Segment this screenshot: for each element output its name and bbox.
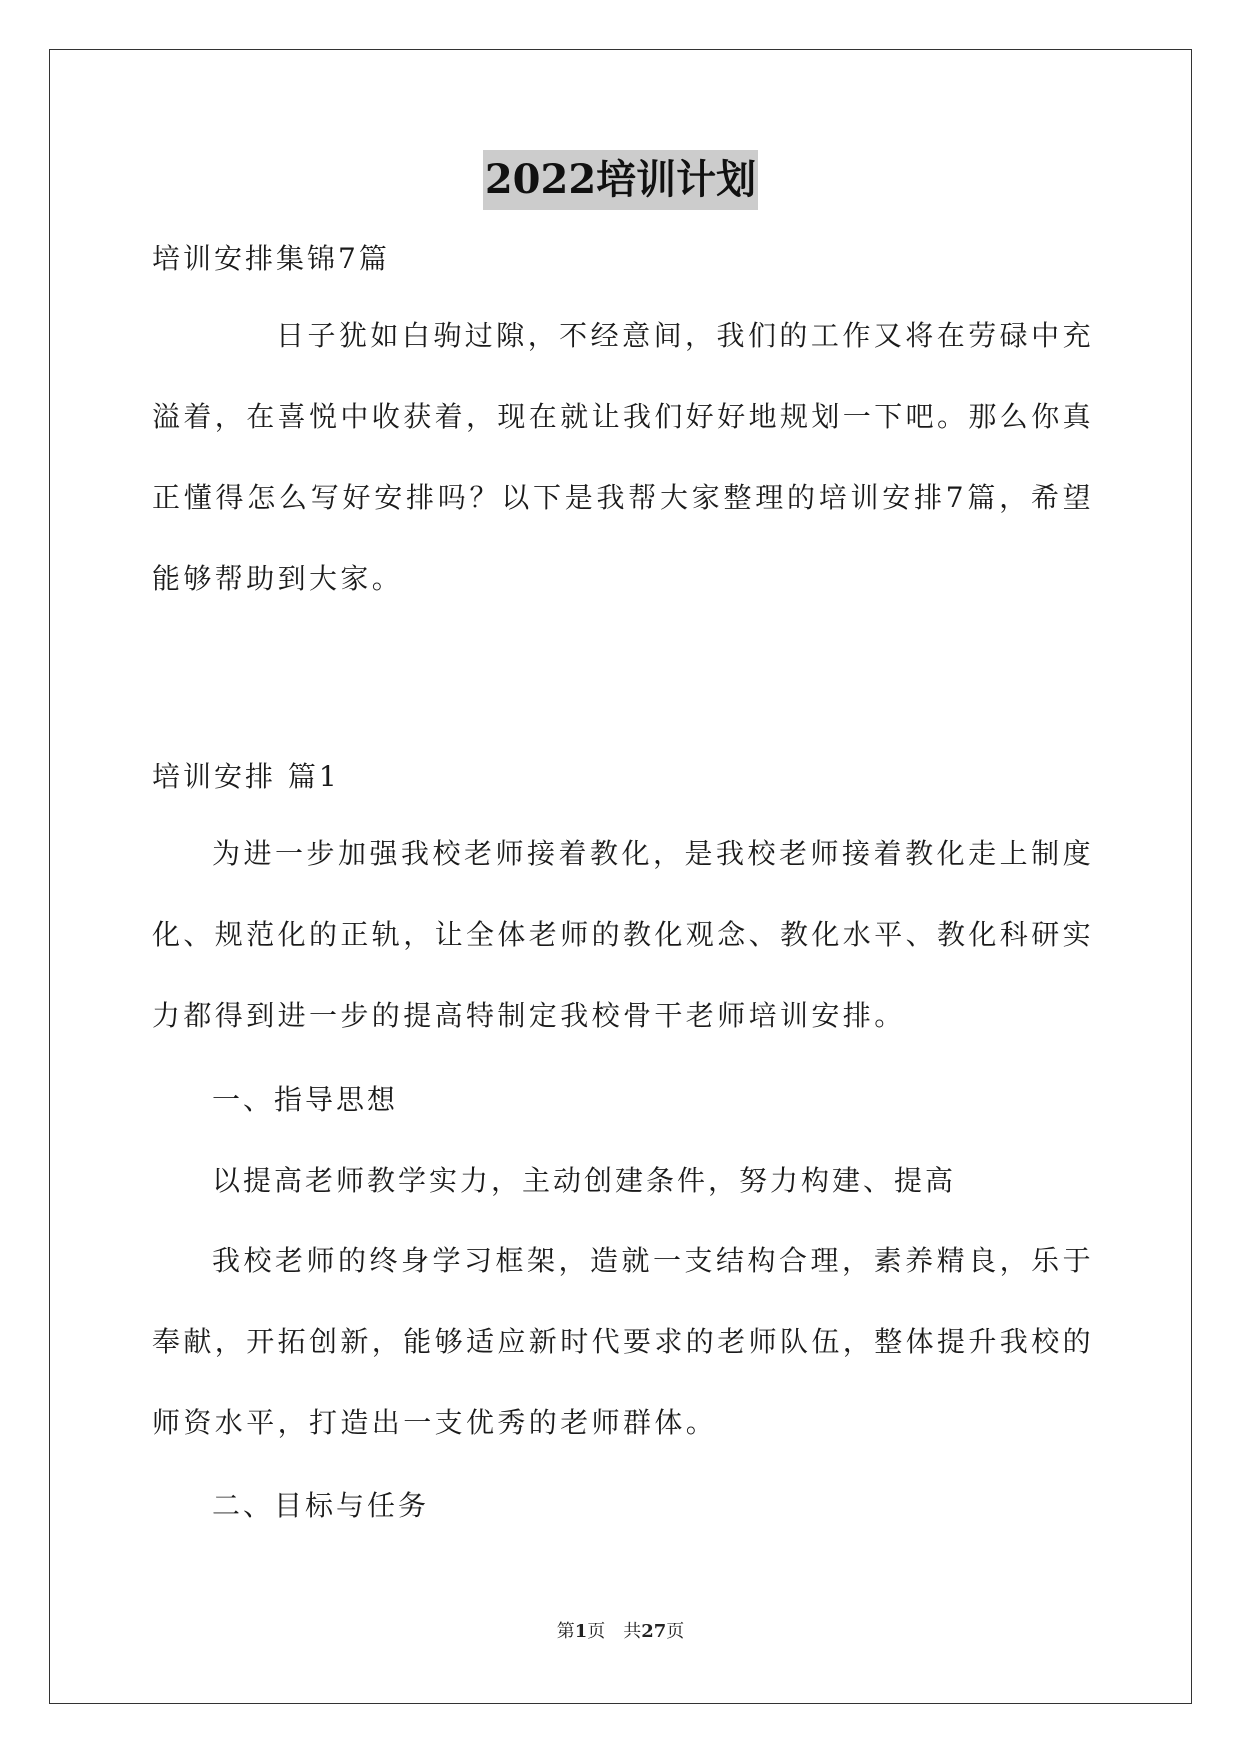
paragraph-3: 我校老师的终身学习框架，造就一支结构合理，素养精良，乐于奉献，开拓创新，能够适应新时代要求的老师队伍，整体提升我校的师资水平，打造出一支优秀的老师群体。	[152, 1244, 1095, 1439]
footer-mid: 页 共	[587, 1621, 642, 1642]
document-subtitle: 培训安排集锦7篇	[152, 242, 390, 275]
footer-total-pages: 27	[641, 1621, 667, 1642]
paragraph-1: 为进一步加强我校老师接着教化，是我校老师接着教化走上制度化、规范化的正轨，让全体老师的教化观念、教化水平、教化科研实力都得到进一步的提高特制定我校骨干老师培训安排。	[152, 837, 1095, 1032]
heading-guiding-ideology: 一、指导思想	[212, 1083, 399, 1116]
document-title: 2022培训计划	[483, 150, 758, 210]
footer-current-page: 1	[574, 1621, 588, 1642]
paragraph-2: 以提高老师教学实力，主动创建条件，努力构建、提高	[212, 1164, 957, 1197]
footer-suffix: 页	[666, 1621, 685, 1642]
footer-prefix: 第	[556, 1621, 575, 1642]
page-footer	[0, 1617, 1241, 1643]
heading-goals-tasks: 二、目标与任务	[212, 1489, 430, 1522]
intro-paragraph: 日子犹如白驹过隙，不经意间，我们的工作又将在劳碌中充溢着，在喜悦中收获着，现在就让我们好好地规划一下吧。那么你真正懂得怎么写好安排吗？以下是我帮大家整理的培训安排7篇，希望能够帮助到大家。	[152, 319, 1095, 595]
title-container	[0, 150, 1241, 210]
section-heading: 培训安排 篇1	[152, 760, 340, 793]
